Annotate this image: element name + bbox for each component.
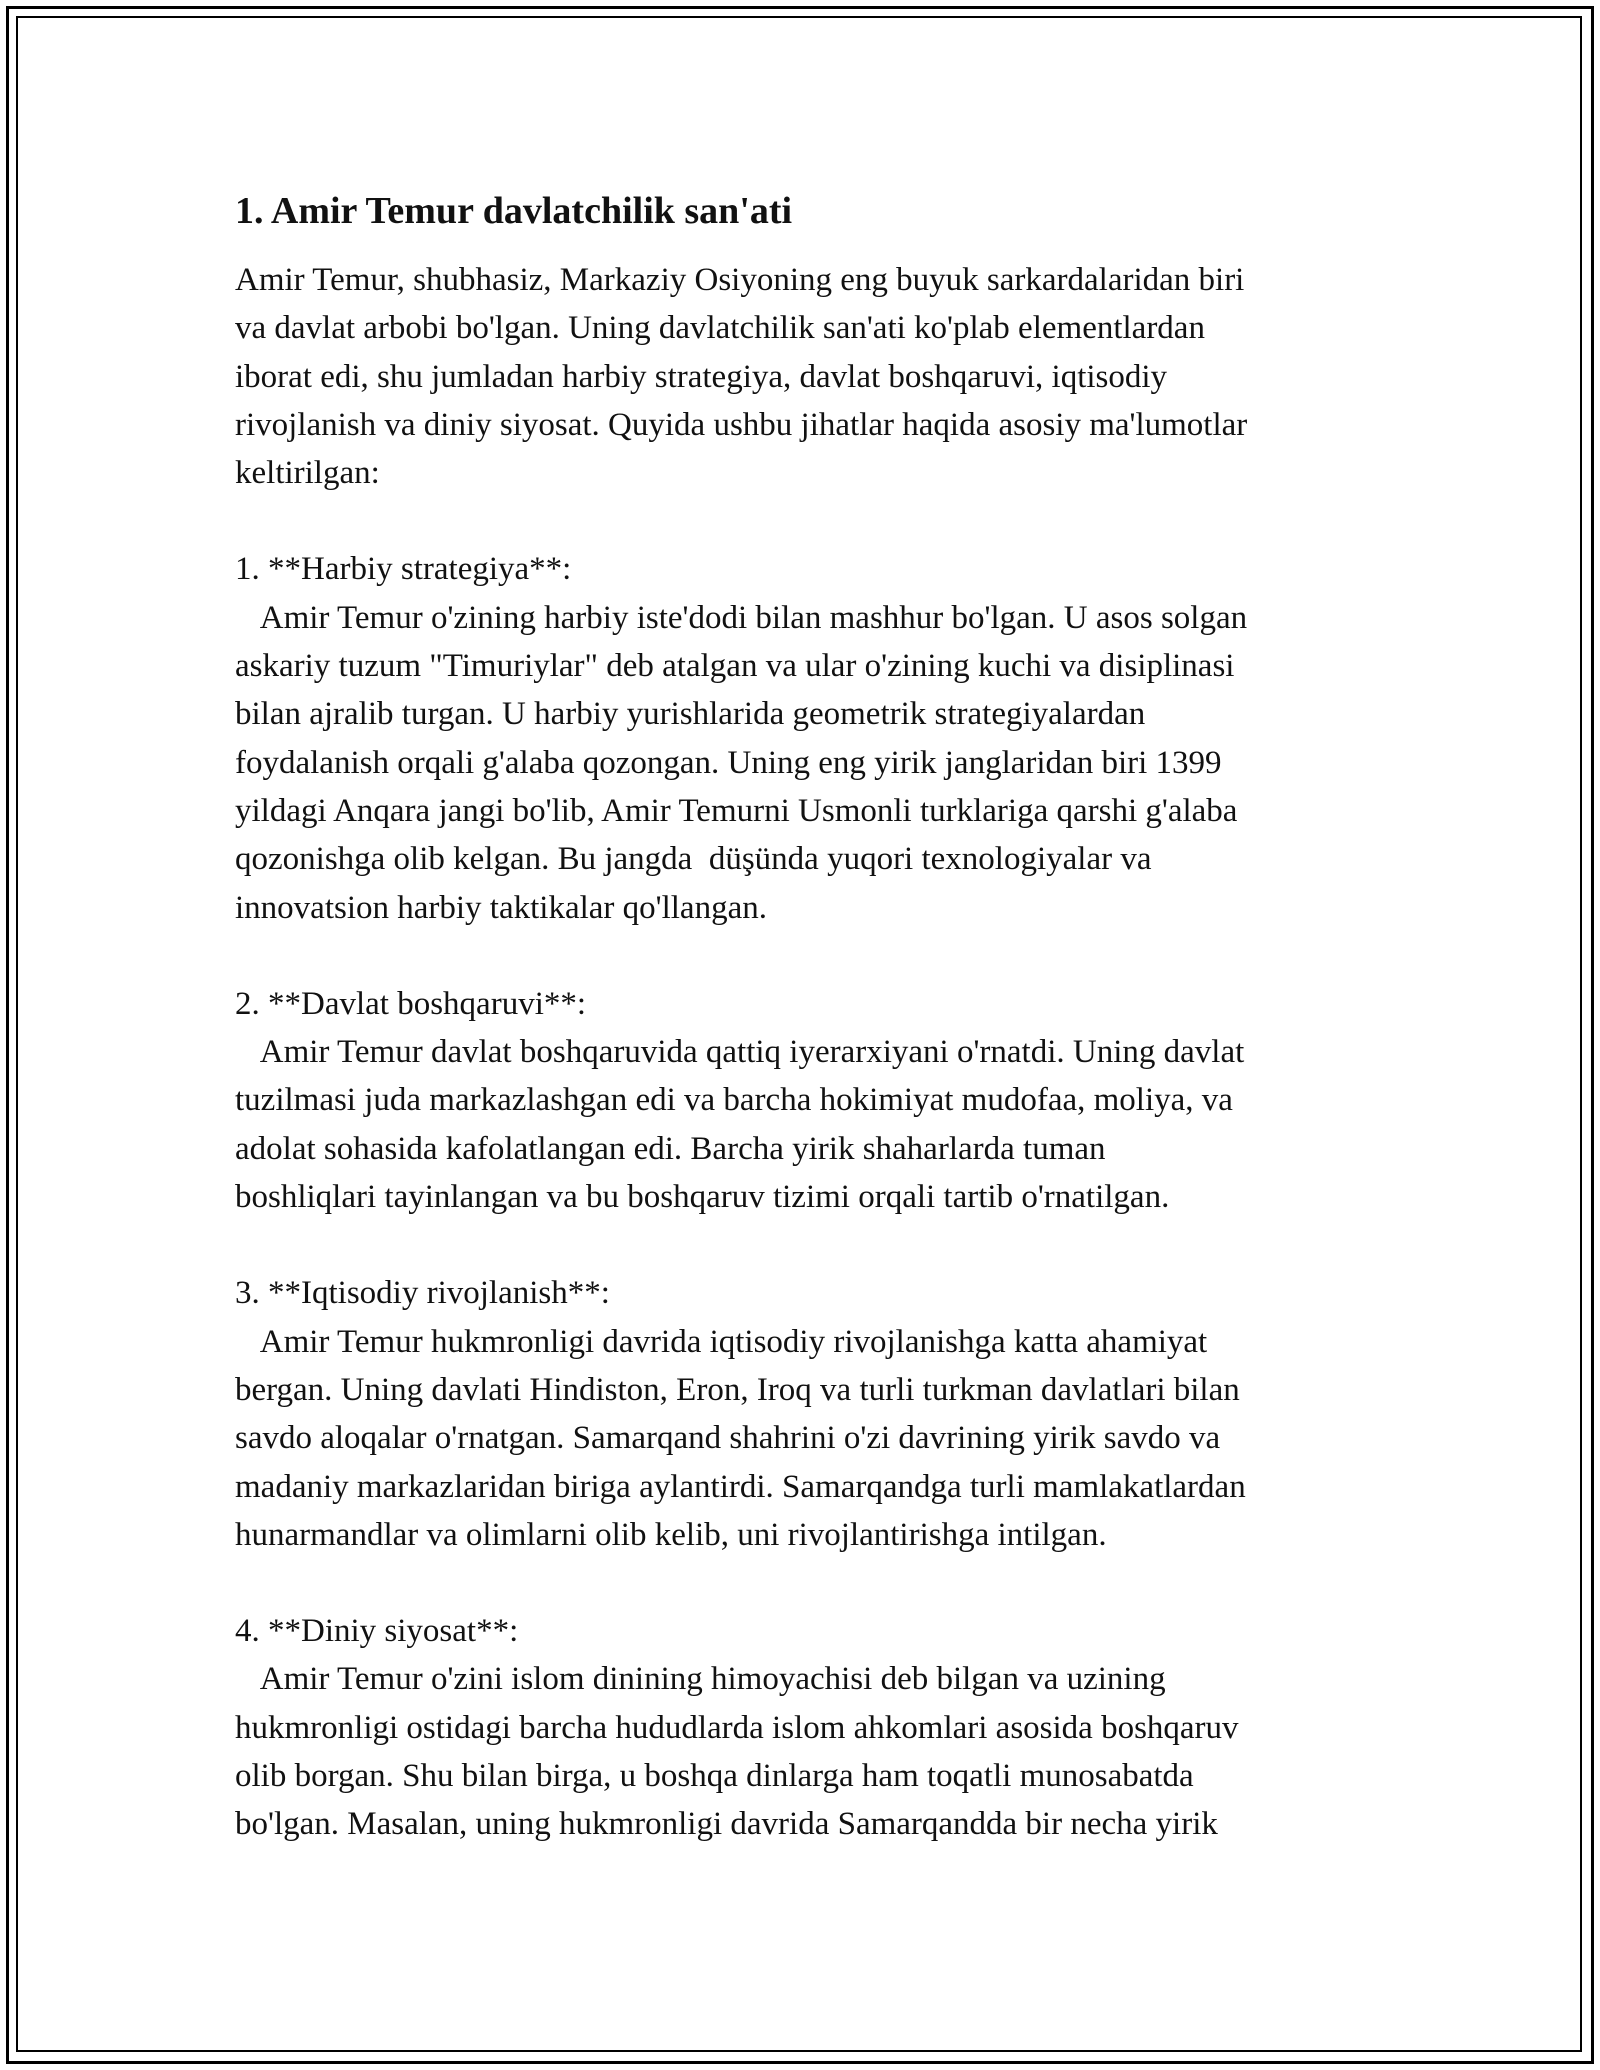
section-title: 3. **Iqtisodiy rivojlanish**: [235,1275,610,1312]
section-diniy-siyosat [235,1607,1385,1848]
section-title: 2. **Davlat boshqaruvi**: [235,985,587,1022]
section-text: Amir Temur o'zining harbiy iste'dodi bilan mashhur bo'lgan. U asos solgan askariy tuzum "Timuriylar" deb atalgan va ular o'zining kuchi va disiplinasi bilan ajralib turgan. U harbiy yurishlarida geometrik strategiyalardan foydalanish orqali g'alaba qozongan. Uning eng yirik janglaridan biri 1399 yildagi Anqara jangi bo'lib, Amir Temurni Usmonli turklariga qarshi g'alaba qozonishga olib kelgan. Bu jangda düşünda yuqori texnologiyalar va innovatsion harbiy taktikalar qo'llangan. [235,599,1248,926]
section-iqtisodiy-rivojlanish [235,1269,1385,1559]
section-harbiy-strategiya [235,545,1385,931]
section-title: 1. **Harbiy strategiya**: [235,551,572,588]
section-davlat-boshqaruvi [235,980,1385,1221]
intro-paragraph: Amir Temur, shubhasiz, Markaziy Osiyoning eng buyuk sarkardalaridan biri va davlat arbobi bo'lgan. Uning davlatchilik san'ati ko'plab elementlardan iborat edi, shu jumladan harbiy strategiya, davlat boshqaruvi, iqtisodiy rivojlanish va diniy siyosat. Quyida ushbu jihatlar haqida asosiy ma'lumotlar keltirilgan: [235,262,1248,492]
section-text: Amir Temur o'zini islom dinining himoyachisi deb bilgan va uzining hukmronligi ostidagi barcha hududlarda islom ahkomlari asosida boshqaruv olib borgan. Shu bilan birga, u boshqa dinlarga ham toqatli munosabatda bo'lgan. Masalan, uning hukmronligi davrida Samarqandda bir necha yirik [235,1661,1239,1843]
section-title: 4. **Diniy siyosat**: [235,1613,519,1650]
document-body [235,185,1385,1849]
section-text: Amir Temur hukmronligi davrida iqtisodiy rivojlanishga katta ahamiyat bergan. Uning davlati Hindiston, Eron, Iroq va turli turkman davlatlari bilan savdo aloqalar o'rnatgan. Samarqand shahrini o'zi davrining yirik savdo va madaniy markazlaridan biriga aylantirdi. Samarqandga turli mamlakatlardan hunarmandlar va olimlarni olib kelib, uni rivojlantirishga intilgan. [235,1323,1246,1553]
document-heading: 1. Amir Temur davlatchilik san'ati [235,190,793,232]
section-text: Amir Temur davlat boshqaruvida qattiq iyerarxiyani o'rnatdi. Uning davlat tuzilmasi juda markazlashgan edi va barcha hokimiyat mudofaa, moliya, va adolat sohasida kafolatlangan edi. Barcha yirik shaharlarda tuman boshliqlari tayinlangan va bu boshqaruv tizimi orqali tartib o'rnatilgan. [235,1034,1245,1216]
